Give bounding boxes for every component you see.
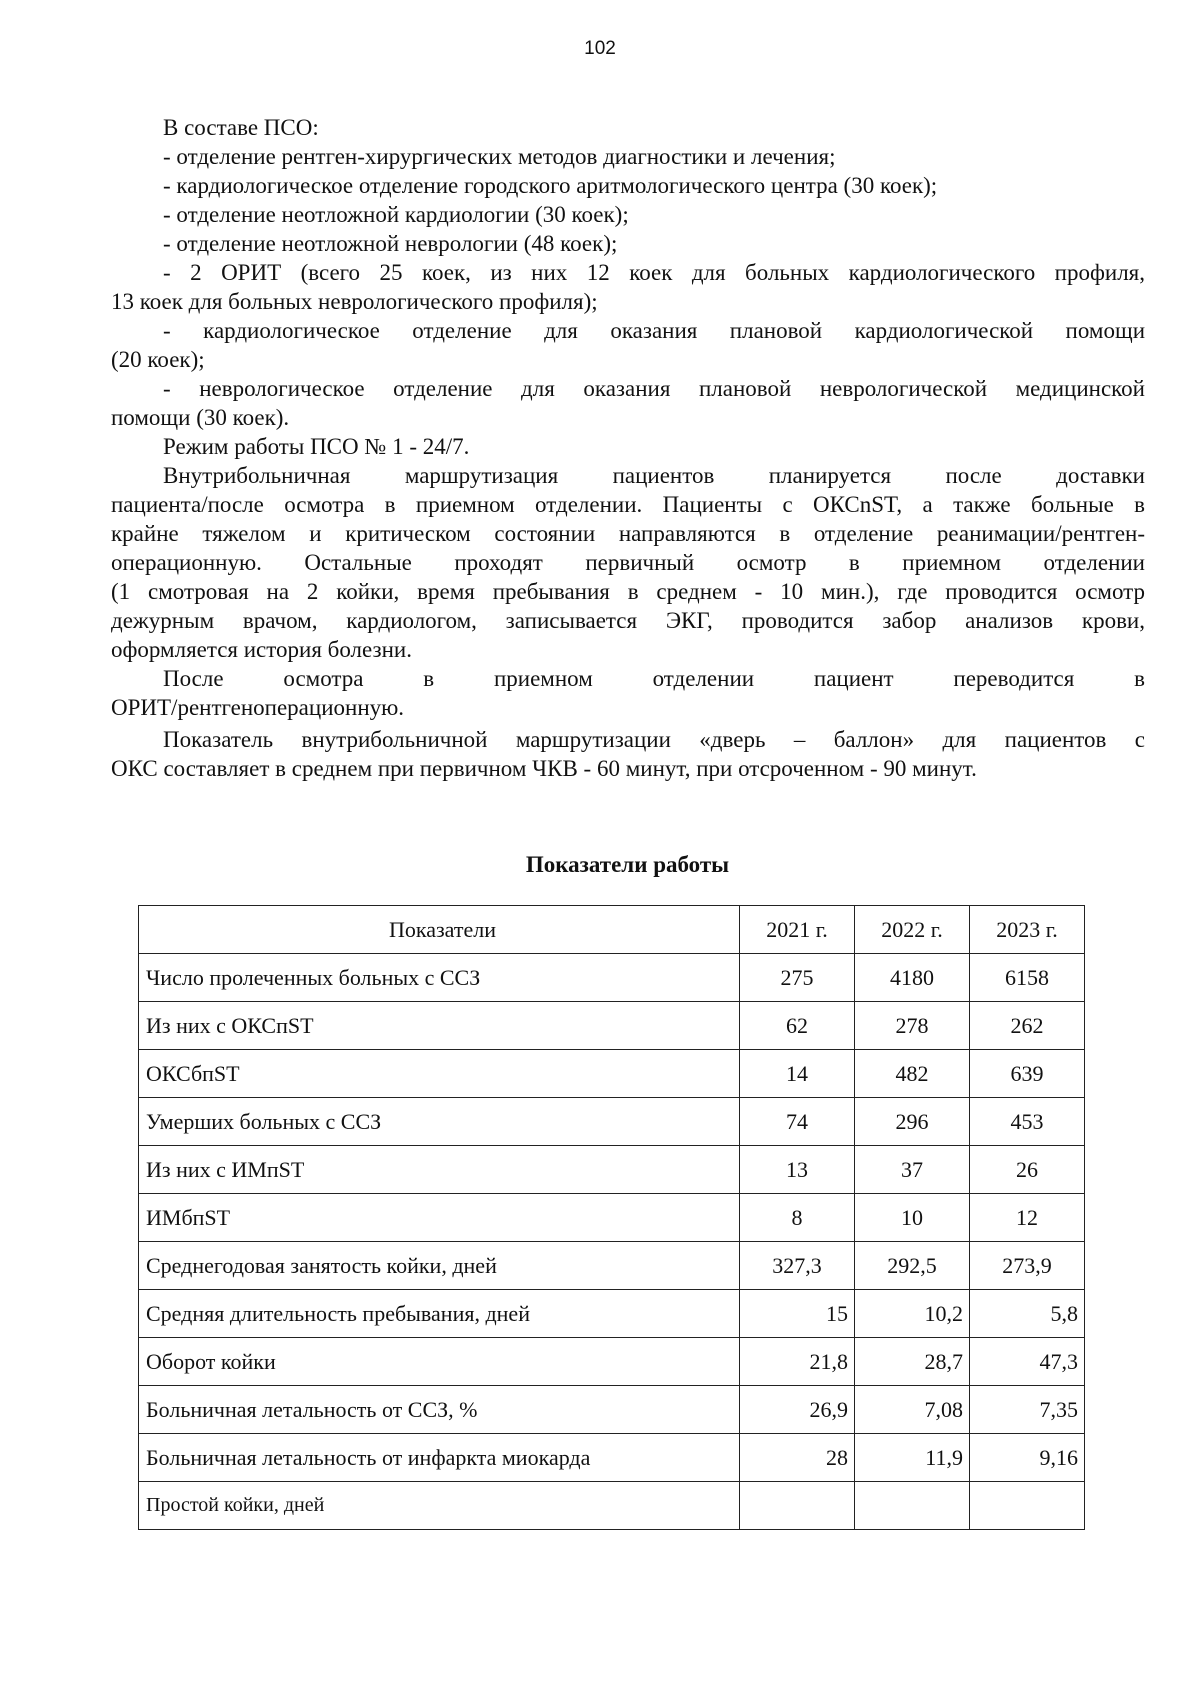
list-item: - отделение рентген-хирургических методов диагностики и лечения;: [163, 144, 836, 169]
table-row: [139, 1338, 1085, 1386]
paragraph-line: Показатель внутрибольничной маршрутизации «дверь – баллон» для пациентов с: [163, 727, 1145, 752]
cell-value: 37: [854, 1146, 969, 1194]
cell-value: 74: [739, 1098, 854, 1146]
cell-value: 15: [739, 1290, 854, 1338]
paragraph-line: дежурным врачом, кардиологом, записывается ЭКГ, проводится забор анализов крови,: [111, 608, 1145, 633]
table-row: [139, 1146, 1085, 1194]
list-item-cont: 13 коек для больных неврологического профиля);: [111, 289, 598, 314]
row-label: Число пролеченных больных с ССЗ: [139, 954, 740, 1002]
paragraph-line: В составе ПСО:: [163, 115, 319, 140]
paragraph-line: После осмотра в приемном отделении пациент переводится в: [163, 666, 1145, 691]
row-label: Больничная летальность от инфаркта миокарда: [139, 1434, 740, 1482]
cell-value: 21,8: [739, 1338, 854, 1386]
cell-value: 262: [969, 1002, 1084, 1050]
list-item-cont: помощи (30 коек).: [111, 405, 290, 430]
paragraph-line: (1 смотровая на 2 койки, время пребывания в среднем - 10 мин.), где проводится осмотр: [111, 579, 1145, 604]
table-row: [139, 1482, 1085, 1530]
list-item-cont: (20 коек);: [111, 347, 205, 372]
table-row: [139, 1002, 1085, 1050]
cell-value: 275: [739, 954, 854, 1002]
cell-value: 47,3: [969, 1338, 1084, 1386]
list-item: - кардиологическое отделение городского аритмологического центра (30 коек);: [163, 173, 938, 198]
row-label: Среднегодовая занятость койки, дней: [139, 1242, 740, 1290]
cell-value: 12: [969, 1194, 1084, 1242]
row-label: Средняя длительность пребывания, дней: [139, 1290, 740, 1338]
row-label: ОКСбпST: [139, 1050, 740, 1098]
table-row: [139, 1098, 1085, 1146]
cell-value: 26: [969, 1146, 1084, 1194]
cell-value: 10,2: [854, 1290, 969, 1338]
header-cell: 2023 г.: [969, 906, 1084, 954]
cell-value: 7,08: [854, 1386, 969, 1434]
table-row: [139, 1242, 1085, 1290]
cell-value: 8: [739, 1194, 854, 1242]
row-label: ИМбпST: [139, 1194, 740, 1242]
cell-value: 26,9: [739, 1386, 854, 1434]
cell-value: 7,35: [969, 1386, 1084, 1434]
cell-value: 62: [739, 1002, 854, 1050]
header-cell: 2021 г.: [739, 906, 854, 954]
cell-value: 9,16: [969, 1434, 1084, 1482]
table-row: [139, 954, 1085, 1002]
row-label: Из них с ИМпST: [139, 1146, 740, 1194]
cell-value: 273,9: [969, 1242, 1084, 1290]
list-item: - отделение неотложной неврологии (48 коек);: [163, 231, 618, 256]
table-header-row: [139, 906, 1085, 954]
paragraph-line: Внутрибольничная маршрутизация пациентов планируется после доставки: [163, 463, 1145, 488]
cell-value: 28: [739, 1434, 854, 1482]
indicators-table: [138, 905, 1085, 1530]
cell-value: 5,8: [969, 1290, 1084, 1338]
cell-value: [739, 1482, 854, 1530]
cell-value: [854, 1482, 969, 1530]
cell-value: 4180: [854, 954, 969, 1002]
list-item: - 2 ОРИТ (всего 25 коек, из них 12 коек для больных кардиологического профиля,: [163, 260, 1145, 285]
table-row: [139, 1434, 1085, 1482]
cell-value: 13: [739, 1146, 854, 1194]
header-cell: Показатели: [139, 906, 740, 954]
table-row: [139, 1386, 1085, 1434]
paragraph-line: пациента/после осмотра в приемном отделении. Пациенты с ОКСnST, а также больные в: [111, 492, 1145, 517]
cell-value: 639: [969, 1050, 1084, 1098]
body-text: [111, 113, 1145, 783]
page-number: 102: [584, 38, 616, 59]
paragraph-line: ОКС составляет в среднем при первичном ЧКВ - 60 минут, при отсроченном - 90 минут.: [111, 756, 977, 781]
header-cell: 2022 г.: [854, 906, 969, 954]
cell-value: 28,7: [854, 1338, 969, 1386]
row-label: Умерших больных с ССЗ: [139, 1098, 740, 1146]
row-label: Оборот койки: [139, 1338, 740, 1386]
cell-value: 292,5: [854, 1242, 969, 1290]
table-row: [139, 1050, 1085, 1098]
cell-value: 278: [854, 1002, 969, 1050]
paragraph-line: крайне тяжелом и критическом состоянии направляются в отделение реанимации/рентген-: [111, 521, 1145, 546]
row-label: Больничная летальность от ССЗ, %: [139, 1386, 740, 1434]
cell-value: 10: [854, 1194, 969, 1242]
list-item: - отделение неотложной кардиологии (30 коек);: [163, 202, 629, 227]
paragraph-line: оформляется история болезни.: [111, 637, 412, 662]
cell-value: 14: [739, 1050, 854, 1098]
cell-value: 327,3: [739, 1242, 854, 1290]
row-label: Из них с ОКСпST: [139, 1002, 740, 1050]
row-label: Простой койки, дней: [139, 1482, 740, 1530]
list-item: - неврологическое отделение для оказания плановой неврологической медицинской: [163, 376, 1145, 401]
cell-value: 6158: [969, 954, 1084, 1002]
cell-value: 482: [854, 1050, 969, 1098]
paragraph-line: Режим работы ПСО № 1 - 24/7.: [163, 434, 470, 459]
table-row: [139, 1194, 1085, 1242]
paragraph-line: ОРИТ/рентгеноперационную.: [111, 695, 405, 720]
paragraph-line: операционную. Остальные проходят первичный осмотр в приемном отделении: [111, 550, 1145, 575]
cell-value: 11,9: [854, 1434, 969, 1482]
table-row: [139, 1290, 1085, 1338]
table-title: Показатели работы: [525, 852, 730, 877]
cell-value: 296: [854, 1098, 969, 1146]
cell-value: 453: [969, 1098, 1084, 1146]
cell-value: [969, 1482, 1084, 1530]
list-item: - кардиологическое отделение для оказания плановой кардиологической помощи: [163, 318, 1145, 343]
